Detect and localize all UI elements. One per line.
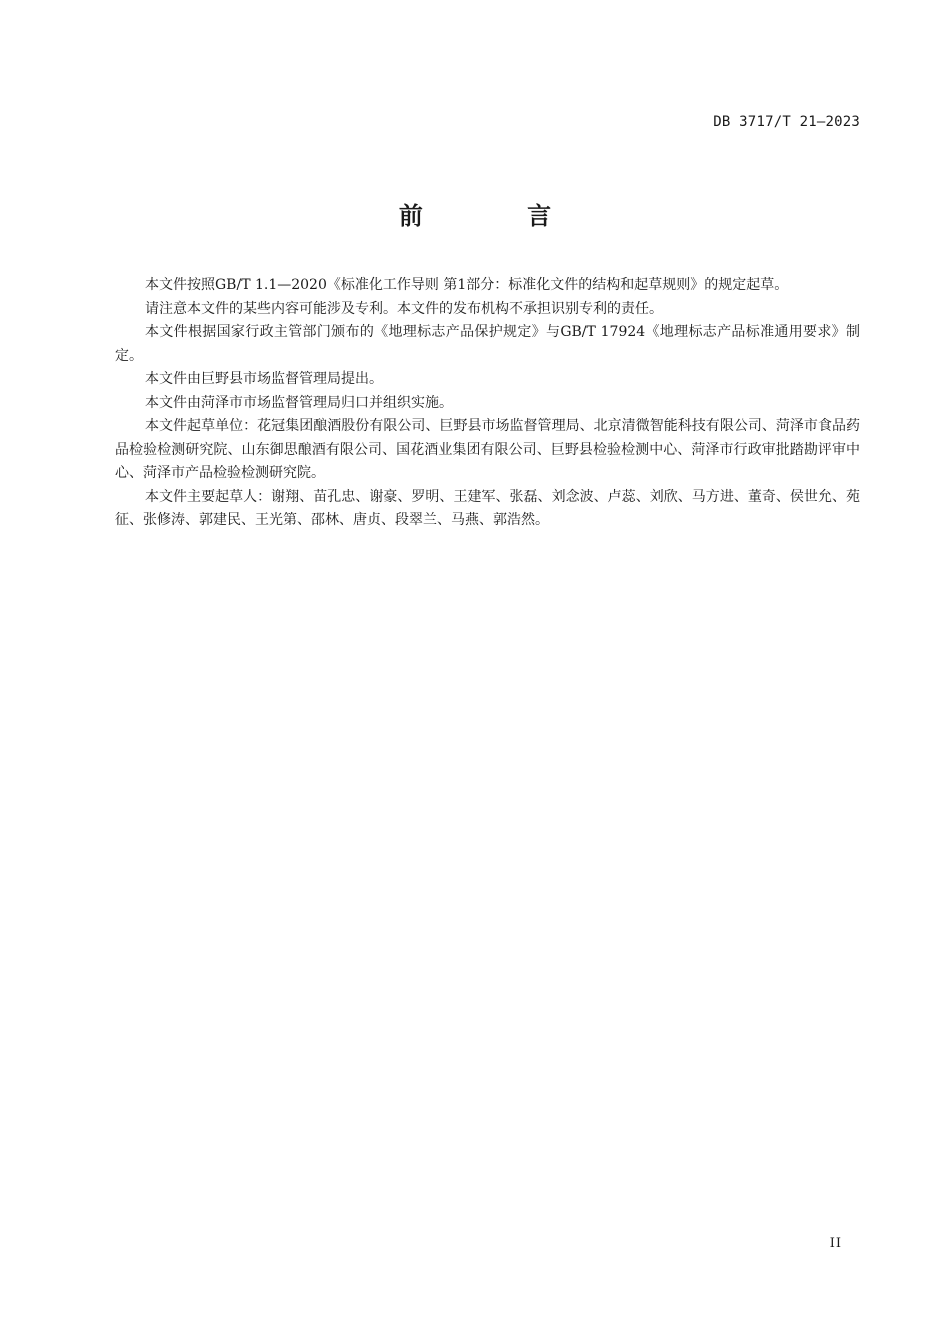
paragraph-drafting-rules: 本文件按照GB/T 1.1—2020《标准化工作导则 第1部分：标准化文件的结构和起草规则》的规定起草。 (145, 277, 789, 293)
paragraph-drafters: 本文件主要起草人：谢翔、苗孔忠、谢豪、罗明、王建军、张磊、刘念波、卢蕊、刘欣、马方进、董奇、侯世允、苑征、张修涛、郭建民、王光第、邵林、唐贞、段翠兰、马燕、郭浩然。 (115, 488, 860, 528)
paragraph-basis: 本文件根据国家行政主管部门颁布的《地理标志产品保护规定》与GB/T 17924《地理标志产品标准通用要求》制定。 (115, 324, 860, 364)
watermark (275, 820, 701, 1152)
paragraph-administrator: 本文件由菏泽市市场监督管理局归口并组织实施。 (145, 394, 453, 411)
paragraph-drafting-units: 本文件起草单位：花冠集团酿酒股份有限公司、巨野县市场监督管理局、北京清微智能科技有限公司、菏泽市食品药品检验检测研究院、山东御思酿酒有限公司、国花酒业集团有限公司、巨野县检验检测中心、菏泽市行政审批踏勘评审中心、菏泽市产品检验检测研究院。 (115, 418, 860, 481)
page-number: II (829, 1236, 842, 1251)
document-code: DB 3717/T 21—2023 (713, 114, 860, 130)
paragraph-proposer: 本文件由巨野县市场监督管理局提出。 (145, 371, 383, 387)
paragraph-patent-notice: 请注意本文件的某些内容可能涉及专利。本文件的发布机构不承担识别专利的责任。 (145, 300, 663, 317)
foreword-body (115, 274, 860, 533)
page-title: 前 言 (398, 202, 600, 230)
